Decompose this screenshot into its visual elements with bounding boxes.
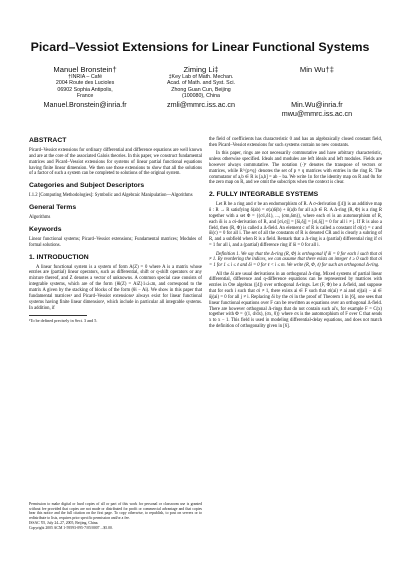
author-affiliation-line: Zhong Guan Cun, Beijing <box>171 86 231 93</box>
introduction-text: A linear functional system is a system of form A(Z) = 0 where A is a matrix whose entries are (partial) linear operators, such as differential, shift or q-shift operators or any mixture thereof, and Z denotes a vector of unknowns. A common special case consists of integrable systems, which are of the form {θi(Z) = AiZ}1≤i≤m, and correspond to the matrix A given by the stacking of blocks of the form (θi − Ai). We show in this paper that fundamental matrices¹ and Picard–Vessiot extensions¹ always exist for linear functional systems having finite linear dimension¹, which include in particular all integrable systems. In addition, if <box>29 264 202 311</box>
spacer <box>260 74 374 100</box>
author-bronstein <box>28 65 142 118</box>
general-terms-heading: General Terms <box>29 204 77 212</box>
author-affiliation-line: 2004 Route des Lucioles <box>55 80 115 87</box>
author-name: Ziming Li‡ <box>183 65 219 74</box>
author-affiliation-line: 06902 Sophia Antipolis, <box>57 86 113 93</box>
paper-title: Picard–Vessiot Extensions for Linear Functional Systems <box>30 40 370 54</box>
author-block <box>28 65 374 118</box>
author-name: Manuel Bronstein† <box>53 65 117 74</box>
general-terms-text: Algorithms <box>29 215 51 221</box>
keywords-heading: Keywords <box>29 225 62 233</box>
intro-continued-text: the field of coefficients has characteristic 0 and has an algebraically closed constant field, then Picard–Vessiot extensions for such systems contain no new constants. <box>209 137 382 148</box>
author-affiliation-line: †INRIA – Café <box>68 74 103 80</box>
footnote-rule <box>29 315 87 316</box>
conventions-text: In this paper, rings are not necessarily commutative and have arbitrary characteristic, unless otherwise specified. Ideals and modules are left ideals and left modules. Fields are however always commutative. The notation (·)ᵀ denotes the transpose of vectors or matrices, while R^{p×q} denotes the set of p × q matrices with entries in the ring R. The commutator of a,b ∈ R is [a,b] = ab − ba. We write 1n for the identity map on R and 0n for the zero map on R, and we omit the subscripts when the context is clear. <box>209 151 382 186</box>
footnote: ¹To be defined precisely in Sect. 3 and 5. <box>29 318 98 324</box>
permission-notice: Permission to make digital or hard copies of all or part of this work for personal or classroom use is granted without fee provided that copies are not made or distributed for profit or commercial advantage and that copies bear this notice and the full citation on the first page. To copy otherwise, to republish, to post on servers or to redistribute to lists, requires prior specific permission and/or a fee. ISSAC '05, July 24–27, 2005, Beijing, China. Copyright 2005 ACM 1-59593-095-7/05/0007 ...$5.00. <box>29 502 202 530</box>
introduction-heading: 1. INTRODUCTION <box>29 253 89 261</box>
author-affiliation-line: France <box>76 93 94 100</box>
author-name: Min Wu†‡ <box>299 65 334 74</box>
definition-1: Definition 1. We say that the Δ-ring (R, Φ) is orthogonal if δi = 0 for each i such that σi ≠ 1. By reordering the indices, we can assume that there exists an integer ℓ ≥ 0 such that σi = 1 for 1 ≤ i ≤ ℓ and δi = 0 for ℓ < i ≤ m. We write (R, Φ, ℓ) for such an orthogonal Δ-ring. <box>209 251 382 269</box>
author-email[interactable]: zmli@mmrc.iss.ac.cn <box>166 99 235 109</box>
keywords-text: Linear functional systems; Picard–Vessiot extensions; Fundamental matrices; Modules of formal solutions. <box>29 236 202 248</box>
author-wu <box>260 65 374 118</box>
abstract-heading: ABSTRACT <box>29 137 67 144</box>
left-column <box>29 137 202 324</box>
author-email[interactable]: Manuel.Bronstein@inria.fr <box>43 99 127 109</box>
abstract-text: Picard–Vessiot extensions for ordinary differential and difference equations are well known and are at the core of the associated Galois theories. In this paper, we construct fundamental matrices and Picard–Vessiot extensions for systems of linear partial functional equations having finite linear dimension. We then use those extensions to show that all the solutions of a factor of such a system can be completed to solutions of the original system. <box>29 148 202 177</box>
author-affiliation-line: (100080), China <box>181 93 220 100</box>
author-affiliation-line: ‡Key Lab of Math. Mechan. <box>168 74 234 80</box>
right-column <box>209 137 382 332</box>
categories-heading: Categories and Subject Descriptors <box>29 182 145 190</box>
author-li <box>144 65 258 118</box>
section2-heading: 2. FULLY INTEGRABLE SYSTEMS <box>209 191 319 199</box>
orthogonal-ring-text: All the δi are usual derivations in an orthogonal Δ-ring. Mixed systems of partial linear differential, difference and q-difference equations can be represented by matrices with entries in Ore algebras ([4]) over orthogonal Δ-rings. Let (F, Φ) be a Δ-field, and suppose that for each i such that σi ≠ 1, there exists ai ∈ F such that σi(ai) ≠ ai and σj(ai) − ai ∈ δj(ai) = 0 for all j ≠ i. Replacing δi by the σi in the proof of Theorem 1 in [6], one sees that linear functional equations over F can be rewritten as equations over an orthogonal Δ-field. There are however orthogonal Δ-rings that do not contain such ai's, for example F = C(x) together with Φ = {(1, d/dx), (σx, 0)} where σx is the automorphism of F over C that sends x to x − 1. This field is used in modeling differential-delay equations, and does not match the definition of orthogonality given in [6]. <box>209 271 382 330</box>
author-affiliation-line: Acad. of Math. and Syst. Sci. <box>166 80 235 87</box>
author-email[interactable]: Min.Wu@inria.fr mwu@mmrc.iss.ac.cn <box>281 99 353 118</box>
categories-text: I.1.2 [Computing Methodologies]: Symbolic and Algebraic Manipulation—Algorithms <box>29 193 193 199</box>
delta-ring-text: Let R be a ring and σ be an endomorphism of R. A σ-derivation ([4]) is an additive map δ : R → R satisfying δ(ab) = σ(a)δ(b) + δ(a)b for all a,b ∈ R. A Δ-ring (R, Φ) is a ring R together with a set Φ = {(σ1,δ1), ..., (σm,δm)}, where each σi is an automorphism of R, each δi is a σi-derivation of R, and [σi,σj] = [δi,δj] = [σi,δj] = 0 for all i ≠ j. If R is also a field, then (R, Φ) is called a Δ-field. An element c of R is called a constant if σi(c) = c and δi(c) = 0 for all i. The set of all the constants of R is denoted CR and is clearly a subring of R, and a subfield when R is a field. Remark that a Δ-ring is a (partial) differential ring if σi = 1 for all i, and a (partial) difference ring if δi = 0 for all i. <box>209 202 382 249</box>
